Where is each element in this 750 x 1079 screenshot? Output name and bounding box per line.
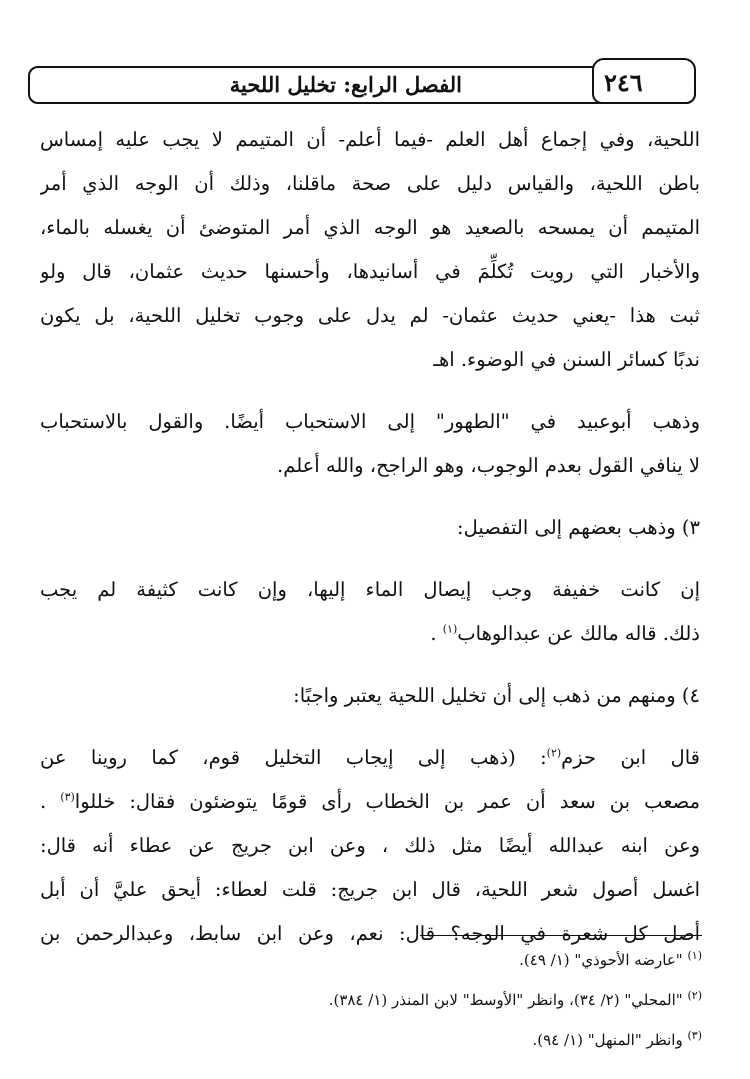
numbered-heading: ٣) وذهب بعضهم إلى التفصيل: bbox=[457, 516, 700, 539]
chapter-title: الفصل الرابع: تخليل اللحية bbox=[229, 72, 462, 97]
paragraph-line: وعن ابنه عبدالله أيضًا مثل ذلك ، وعن ابن جريج عن عطاء أنه قال: bbox=[40, 834, 700, 857]
line-text: ذلك. قاله مالك عن عبدالوهاب bbox=[457, 622, 700, 645]
footnotes bbox=[329, 950, 702, 1070]
paragraph-line: ندبًا كسائر السنن في الوضوء. اهـ bbox=[433, 348, 700, 371]
paragraph-line: والأخبار التي رويت تُكلِّمَ في أسانيدها، وأحسنها حديث عثمان، قال ولو bbox=[40, 260, 700, 283]
footnote bbox=[329, 950, 702, 990]
numbered-heading: ٤) ومنهم من ذهب إلى أن تخليل اللحية يعتبر واجبًا: bbox=[293, 684, 700, 707]
line-end: . bbox=[430, 622, 437, 645]
line-text: قال ابن حزم bbox=[561, 746, 700, 769]
paragraph-line: باطن اللحية، والقياس دليل على صحة ماقلنا، وذلك أن الوجه الذي أمر bbox=[40, 172, 700, 195]
paragraph-line bbox=[40, 736, 700, 780]
footnote-separator bbox=[420, 935, 702, 936]
line-text: مصعب بن سعد أن عمر بن الخطاب رأى قومًا يتوضئون فقال: خللوا bbox=[74, 790, 700, 813]
paragraph-line: أصل كل شعرة في الوجه؟ قال: نعم، وعن ابن سابط، وعبدالرحمن بن bbox=[40, 922, 700, 945]
page-number-box bbox=[592, 58, 696, 104]
line-text: : (ذهب إلى إيجاب التخليل قوم، كما روينا عن bbox=[40, 746, 547, 769]
paragraph-line: لا ينافي القول بعدم الوجوب، وهو الراجح، والله أعلم. bbox=[277, 454, 700, 477]
paragraph-line bbox=[40, 780, 700, 824]
paragraph-line: اللحية، وفي إجماع أهل العلم -فيما أعلم- أن المتيمم لا يجب عليه إمساس bbox=[40, 128, 700, 151]
body-text bbox=[40, 118, 700, 956]
page-number: ٢٤٦ bbox=[604, 68, 643, 97]
line-end: . bbox=[40, 790, 47, 813]
footnote-mark: (١) bbox=[687, 949, 702, 962]
footnote-ref: (٣) bbox=[60, 790, 75, 804]
footnote-ref: (١) bbox=[442, 622, 458, 636]
footnote bbox=[329, 990, 702, 1030]
paragraph-line: ثبت هذا -يعني حديث عثمان- لم يدل على وجوب تخليل اللحية، بل يكون bbox=[40, 304, 700, 327]
footnote-ref: (٢) bbox=[546, 746, 562, 760]
footnote-text: "عارضه الأحوذي" (١/ ٤٩). bbox=[519, 951, 683, 969]
footnote-mark: (٢) bbox=[687, 989, 702, 1002]
paragraph-line: إن كانت خفيفة وجب إيصال الماء إليها، وإن كانت كثيفة لم يجب bbox=[40, 578, 700, 601]
paragraph-line: اغسل أصول شعر اللحية، قال ابن جريج: قلت لعطاء: أيحق عليَّ أن أبل bbox=[40, 878, 700, 901]
footnote bbox=[329, 1030, 702, 1070]
footnote-mark: (٣) bbox=[687, 1029, 702, 1042]
paragraph-line bbox=[40, 612, 700, 656]
paragraph-line: وذهب أبوعبيد في "الطهور" إلى الاستحباب أيضًا. والقول بالاستحباب bbox=[40, 410, 700, 433]
footnote-text: "المحلي" (٢/ ٣٤)، وانظر "الأوسط" لابن المنذر (١/ ٣٨٤). bbox=[328, 991, 683, 1009]
paragraph-line: المتيمم أن يمسحه بالصعيد هو الوجه الذي أمر المتوضئ أن يغسله بالماء، bbox=[40, 216, 700, 239]
footnote-text: وانظر "المنهل" (١/ ٩٤). bbox=[532, 1031, 683, 1049]
